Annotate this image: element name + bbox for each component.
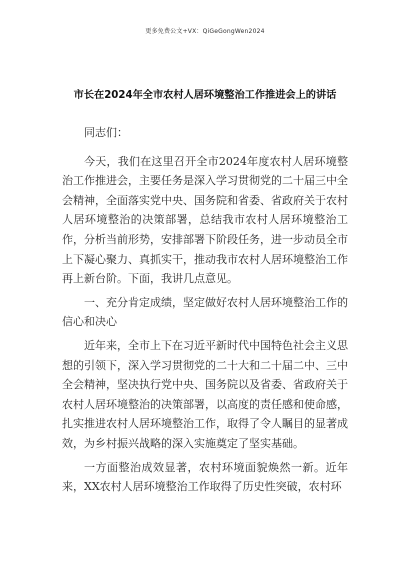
paragraph-achievements: 近年来，全市上下在习近平新时代中国特色社会主义思想的引领下，深入学习贯彻党的二十大和二十届二中、三中全会精神，坚决执行党中央、国务院以及省委、省政府关于农村人居环境整治的决策部署，以高度的责任感和使命感，扎实推进农村人居环境整治工作，取得了令人瞩目的显著成效，为乡村振兴战略的深入实施奠定了坚实基础。 — [62, 338, 348, 450]
salutation: 同志们： — [84, 126, 128, 139]
paragraph-opening: 今天，我们在这里召开全市2024年度农村人居环境整治工作推进会，主要任务是深入学习贯彻党的二十届三中全会精神，全面落实党中央、国务院和省委、省政府关于农村人居环境整治的决策部署，总结我市农村人居环境整治工作，分析当前形势，安排部署下阶段任务，进一步动员全市上下凝心聚力、真抓实干，推动我市农村人居环境整治工作再上新台阶。下面，我讲几点意见。 — [62, 154, 348, 286]
document-body — [62, 120, 348, 497]
paragraph-effects: 一方面整治成效显著，农村环境面貌焕然一新。近年来，XX农村人居环境整治工作取得了历史性突破，农村环 — [62, 460, 348, 494]
document-title: 市长在2024年全市农村人居环境整治工作推进会上的讲话 — [73, 90, 337, 101]
watermark-text: 更多免费公文+VX：QiGeGongWen2024 — [145, 28, 265, 35]
section-heading-1: 一、充分肯定成绩，坚定做好农村人居环境整治工作的信心和决心 — [62, 295, 348, 329]
